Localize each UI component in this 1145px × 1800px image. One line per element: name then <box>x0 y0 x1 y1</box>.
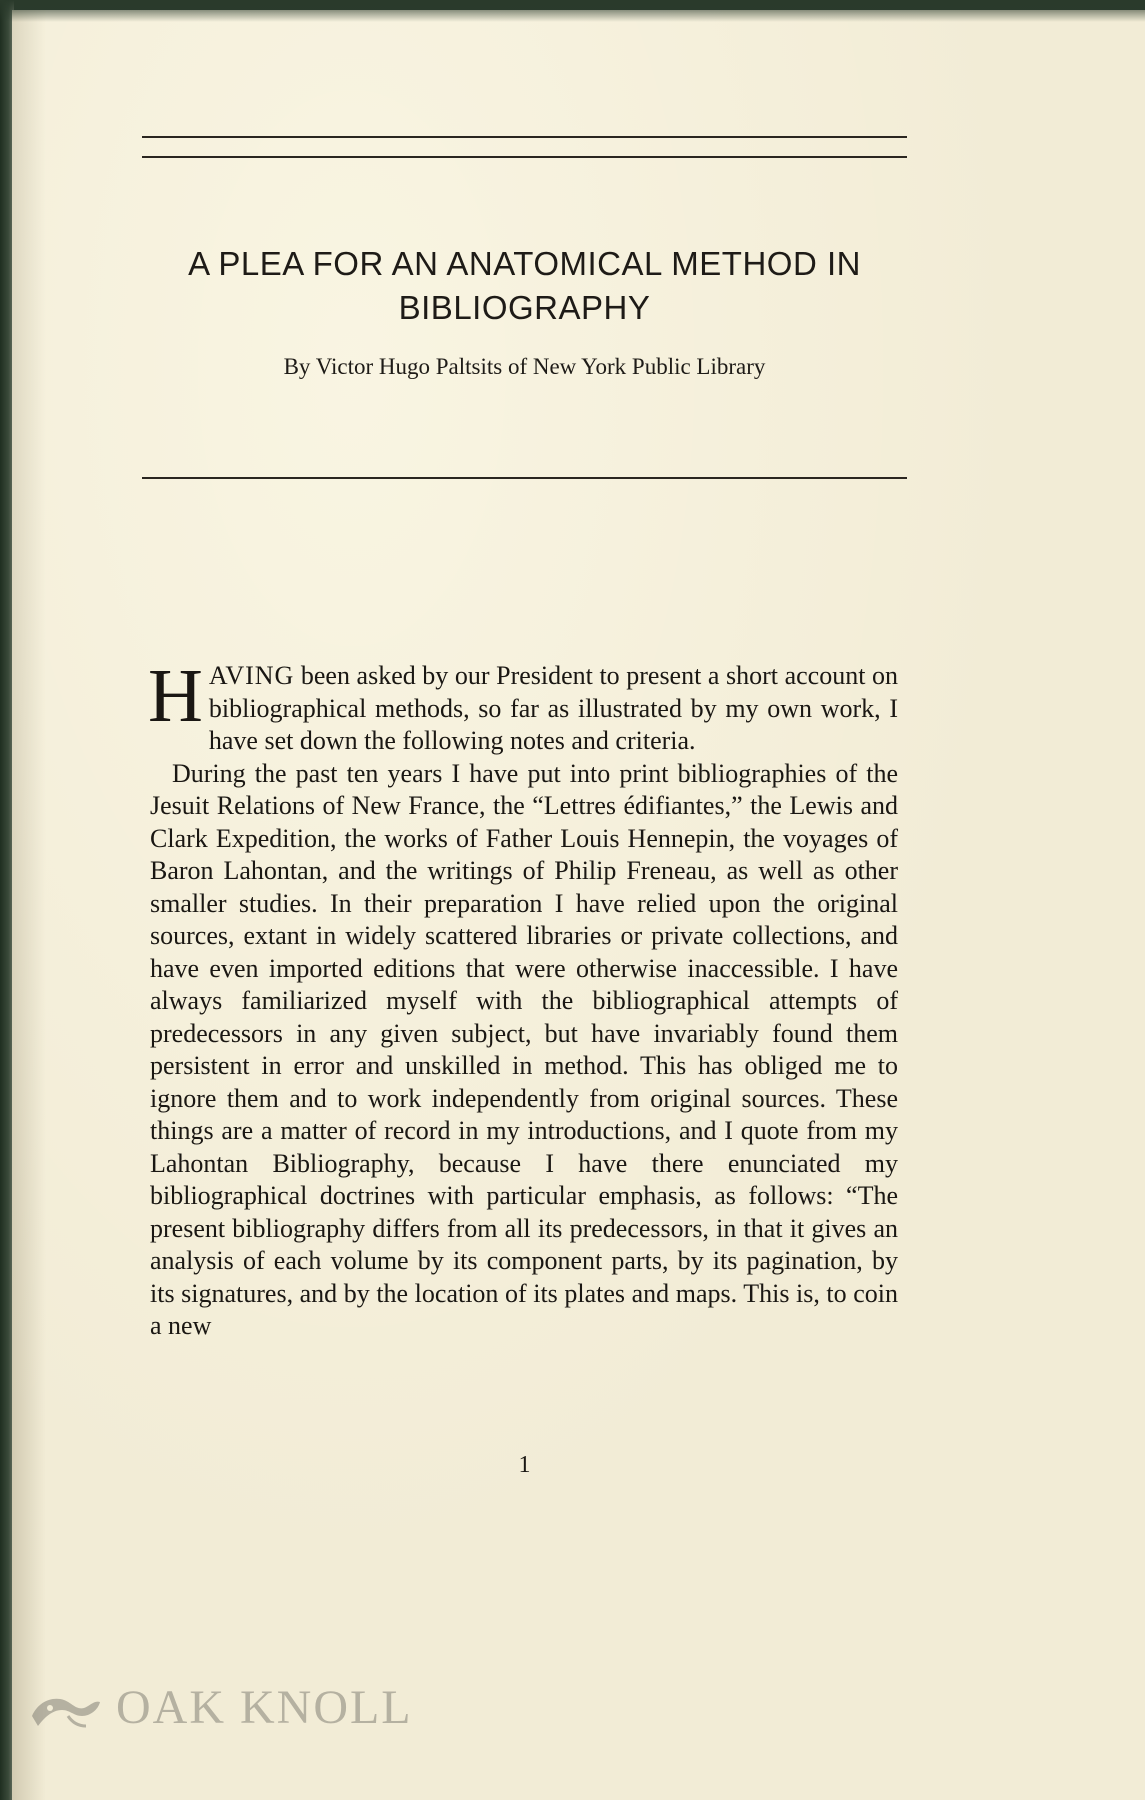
section-rule <box>142 477 907 479</box>
title-line-2: BIBLIOGRAPHY <box>398 289 651 326</box>
page-top-shadow <box>0 0 1145 22</box>
oak-knoll-logo-icon <box>28 1682 104 1734</box>
top-rule-lower <box>142 156 907 158</box>
article-title <box>122 242 927 330</box>
title-line-1: A PLEA FOR AN ANATOMICAL METHOD IN <box>188 245 861 282</box>
article-body <box>148 654 898 1343</box>
paragraph-1 <box>148 654 898 758</box>
paragraph-1-text: been asked by our President to present a short account on bibliographical methods, so far as illustrated by my own work, I have set down the following notes and criteria. <box>208 661 898 755</box>
book-page <box>12 10 1145 1800</box>
top-rule-upper <box>142 136 907 138</box>
paragraph-2: During the past ten years I have put into print bibliographies of the Jesuit Relations of New France, the “Lettres édifiantes,” the Lewis and Clark Expedition, the works of Father Louis Hennepin, the voyages of Baron Lahontan, and the writings of Philip Freneau, as well as other smaller studies. In their preparation I have relied upon the original sources, extant in widely scattered libraries or private collections, and have even imported editions that were otherwise inaccessible. I have always familiarized myself with the bibliographical attempts of predecessors in any given subject, but have invariably found them persistent in error and unskilled in method. This has obliged me to ignore them and to work independently from original sources. These things are a matter of record in my introductions, and I quote from my Lahontan Bibliography, because I have there enunciated my bibliographical doctrines with particular emphasis, as follows: “The present bibliography differs from all its predecessors, in that it gives an analysis of each volume by its component parts, by its pagination, by its signatures, and by the location of its plates and maps. This is, to coin a new <box>150 758 898 1340</box>
lead-in-caps: AVING <box>208 661 295 690</box>
page-number: 1 <box>518 1452 531 1478</box>
watermark-text: OAK KNOLL <box>116 1681 413 1734</box>
author-byline: By Victor Hugo Paltsits of New York Public Library <box>283 354 766 379</box>
drop-cap: H <box>148 654 203 738</box>
watermark <box>28 1680 413 1735</box>
